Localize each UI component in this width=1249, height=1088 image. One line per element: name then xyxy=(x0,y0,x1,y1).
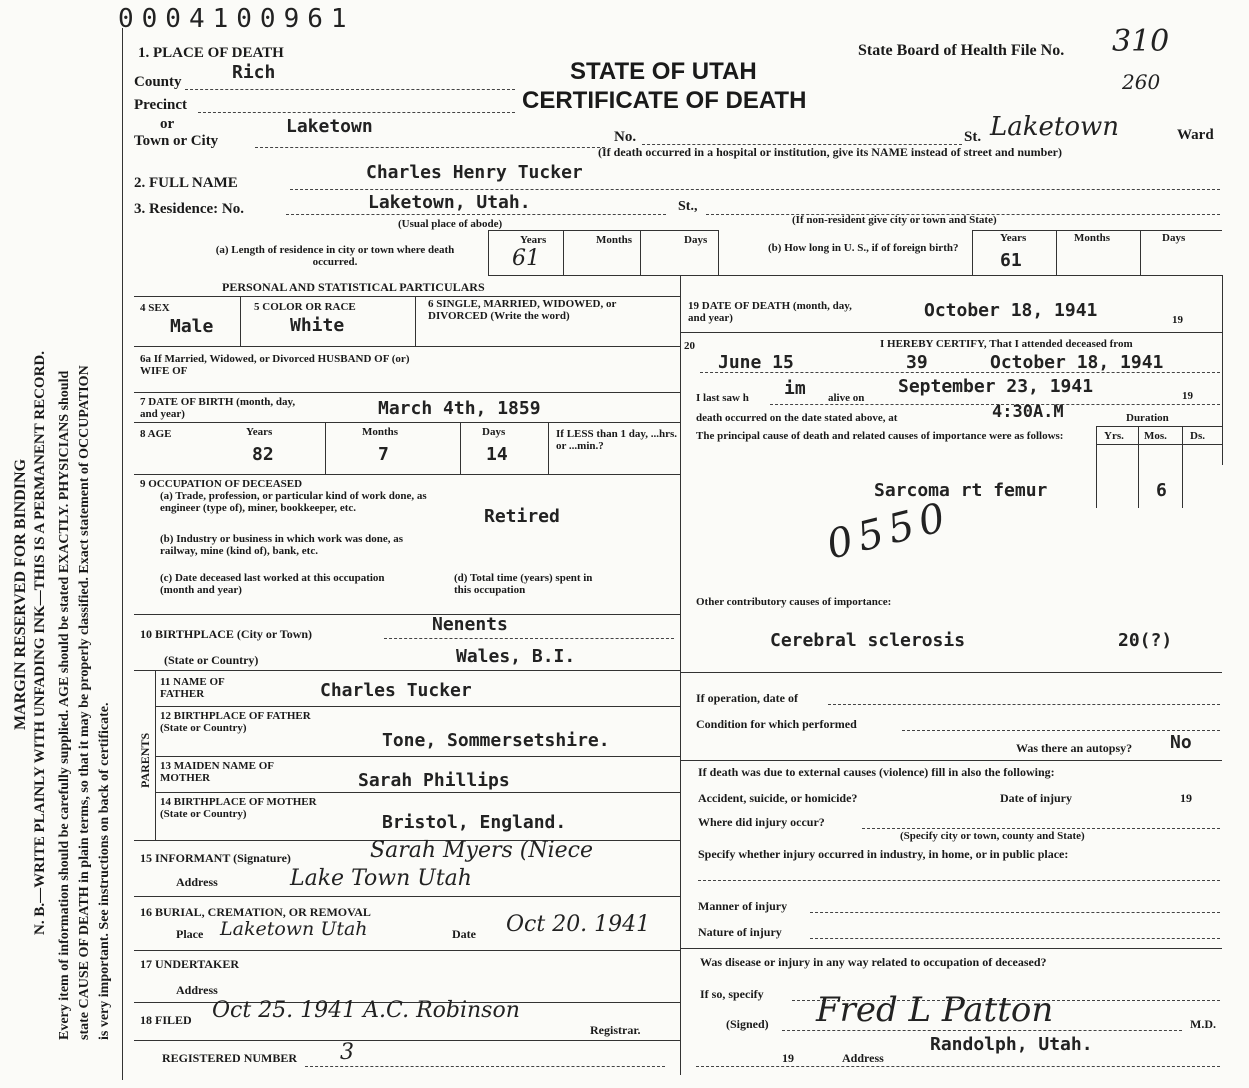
duration-ds-header: Ds. xyxy=(1190,430,1205,442)
full-name-value: Charles Henry Tucker xyxy=(366,162,583,183)
st-label: St. xyxy=(964,129,982,145)
occupation-d-label: (d) Total time (years) spent in this occupation xyxy=(454,572,593,596)
sex-value: Male xyxy=(170,316,214,337)
occupation-a-label: (a) Trade, profession, or particular kind of work done, as engineer (type of), miner, bookkeeper, etc. xyxy=(160,490,427,514)
informant-address-label: Address xyxy=(176,875,218,889)
length-years-header: Years xyxy=(520,234,547,246)
certify-number: 20 xyxy=(684,340,695,352)
institution-note: (If death occurred in a hospital or institution, give its NAME instead of street and number) xyxy=(598,145,1063,159)
cause-label: The principal cause of death and related causes of importance were as follows: xyxy=(696,430,1064,442)
condition-label: Condition for which performed xyxy=(696,717,857,731)
other-cause-duration: 20(?) xyxy=(1118,630,1173,651)
other-causes-label: Other contributory causes of importance: xyxy=(696,596,892,608)
file-number: 310 xyxy=(1112,24,1170,59)
specify-place-label: Specify whether injury occurred in industry, in home, or in public place: xyxy=(698,847,1069,861)
mother-name-label: 13 MAIDEN NAME OF MOTHER xyxy=(160,760,274,784)
operation-label: If operation, date of xyxy=(696,691,798,705)
registrar-label: Registrar. xyxy=(590,1023,641,1037)
us-months-header: Months xyxy=(1074,232,1111,244)
attended-from-year: 39 xyxy=(906,352,928,373)
burial-label: 16 BURIAL, CREMATION, OR REMOVAL xyxy=(140,905,371,919)
marital-label: 6 SINGLE, MARRIED, WIDOWED, or DIVORCED (Write the word) xyxy=(428,298,617,322)
external-causes-label: If death was due to external causes (violence) fill in also the following: xyxy=(698,765,1055,779)
last-saw-date: September 23, 1941 xyxy=(898,376,1094,397)
occupation-value: Retired xyxy=(484,506,560,527)
death-time-value: 4:30A.M xyxy=(992,402,1064,422)
certificate-title: CERTIFICATE OF DEATH xyxy=(522,87,807,114)
ward-label: Ward xyxy=(1177,127,1214,143)
father-birthplace-label: 12 BIRTHPLACE OF FATHER (State or Country) xyxy=(160,710,311,734)
birthplace-city-value: Nenents xyxy=(432,614,508,635)
injury-where-label: Where did injury occur? xyxy=(698,815,825,829)
birthplace-state-label: (State or Country) xyxy=(164,653,259,667)
no-label: No. xyxy=(614,129,637,145)
last-saw-label: I last saw h xyxy=(696,392,749,404)
margin-instructions-1: Every item of information should be carefully supplied. AGE should be stated EXACTLY. PHYSICIANS should xyxy=(57,370,72,1040)
stamp-number: 0004100961 xyxy=(118,4,355,34)
father-name-value: Charles Tucker xyxy=(320,680,472,701)
autopsy-value: No xyxy=(1170,732,1192,753)
occupation-related-label: Was disease or injury in any way related to occupation of deceased? xyxy=(700,955,1047,969)
physician-signature: Fred L Patton xyxy=(816,990,1054,1030)
signature-year-label: 19 xyxy=(782,1051,794,1065)
birthplace-country-value: Wales, B.I. xyxy=(456,646,576,667)
nature-label: Nature of injury xyxy=(698,925,782,939)
death-occurred-label: death occurred on the date stated above, at xyxy=(696,412,898,424)
age-years-value: 82 xyxy=(252,444,274,465)
physician-address: Randolph, Utah. xyxy=(930,1034,1093,1055)
precinct-label: Precinct xyxy=(134,97,188,113)
personal-header: PERSONAL AND STATISTICAL PARTICULARS xyxy=(222,280,485,294)
registered-number-label: REGISTERED NUMBER xyxy=(162,1051,298,1065)
age-months-header: Months xyxy=(362,426,399,438)
accident-label: Accident, suicide, or homicide? xyxy=(698,791,858,805)
filed-value: Oct 25. 1941 A.C. Robinson xyxy=(212,998,520,1023)
color-value: White xyxy=(290,315,345,336)
residence-value: Laketown, Utah. xyxy=(368,192,531,213)
informant-label: 15 INFORMANT (Signature) xyxy=(140,851,291,865)
residence-st-label: St., xyxy=(678,199,698,214)
last-saw-year-label: 19 xyxy=(1182,390,1193,402)
length-residence-label: (a) Length of residence in city or town where death occurred. xyxy=(215,244,455,268)
sex-label: 4 SEX xyxy=(140,302,170,314)
town-value: Laketown xyxy=(286,116,373,137)
state-heading: STATE OF UTAH xyxy=(570,58,757,85)
nonresident-note: (If non-resident give city or town and State) xyxy=(792,214,997,226)
occupation-c-label: (c) Date deceased last worked at this occupation (month and year) xyxy=(160,572,385,596)
st-value: Laketown xyxy=(990,112,1120,142)
occupation-label: 9 OCCUPATION OF DECEASED xyxy=(140,478,303,490)
burial-place-value: Laketown Utah xyxy=(220,918,368,940)
cause-code: 0550 xyxy=(822,493,956,569)
age-days-value: 14 xyxy=(486,444,508,465)
us-years-value: 61 xyxy=(1000,250,1022,271)
undertaker-label: 17 UNDERTAKER xyxy=(140,957,240,971)
date-of-death-label: 19 DATE OF DEATH (month, day, and year) xyxy=(688,300,852,324)
file-number-label: State Board of Health File No. xyxy=(858,42,1065,59)
length-days-header: Days xyxy=(684,234,708,246)
length-years-value: 61 xyxy=(512,246,540,271)
burial-date-value: Oct 20. 1941 xyxy=(506,912,651,937)
less-than-day-label: If LESS than 1 day, ...hrs. or ...min.? xyxy=(556,428,678,452)
burial-place-label: Place xyxy=(176,927,204,941)
county-value: Rich xyxy=(232,62,276,83)
certify-label: I HEREBY CERTIFY, That I attended deceased from xyxy=(880,338,1133,350)
usual-abode-label: (Usual place of abode) xyxy=(398,218,503,230)
length-months-header: Months xyxy=(596,234,633,246)
dod-year-label: 19 xyxy=(1172,314,1183,326)
duration-yrs-header: Yrs. xyxy=(1104,430,1124,442)
us-days-header: Days xyxy=(1162,232,1186,244)
manner-label: Manner of injury xyxy=(698,899,788,913)
other-cause-value: Cerebral sclerosis xyxy=(770,630,966,651)
duration-mos-header: Mos. xyxy=(1144,430,1167,442)
spouse-label: 6a If Married, Widowed, or Divorced HUSBAND OF (or) WIFE OF xyxy=(140,353,410,377)
county-label: County xyxy=(134,74,182,90)
father-name-label: 11 NAME OF FATHER xyxy=(160,676,225,700)
informant-address: Lake Town Utah xyxy=(290,866,472,891)
informant-signature: Sarah Myers (Niece xyxy=(370,838,593,863)
mother-birthplace-label: 14 BIRTHPLACE OF MOTHER (State or Country) xyxy=(160,796,317,820)
attended-to-value: October 18, 1941 xyxy=(990,352,1164,373)
father-birthplace-value: Tone, Sommersetshire. xyxy=(382,730,610,751)
age-label: 8 AGE xyxy=(140,428,172,440)
margin-instructions-2: state CAUSE OF DEATH in plain terms, so that it may be properly classified. Exact statement of OCCUPATION xyxy=(77,365,92,1040)
date-of-death-value: October 18, 1941 xyxy=(924,300,1098,321)
injury-date-label: Date of injury xyxy=(1000,791,1072,805)
mother-name-value: Sarah Phillips xyxy=(358,770,510,791)
age-days-header: Days xyxy=(482,426,506,438)
md-label: M.D. xyxy=(1190,1017,1216,1031)
if-so-label: If so, specify xyxy=(700,987,764,1001)
us-residence-label: (b) How long in U. S., if of foreign birth? xyxy=(768,242,959,254)
signed-label: (Signed) xyxy=(726,1017,769,1031)
filed-label: 18 FILED xyxy=(140,1013,192,1027)
age-months-value: 7 xyxy=(378,444,389,465)
dob-value: March 4th, 1859 xyxy=(378,398,541,419)
color-label: 5 COLOR OR RACE xyxy=(254,301,356,313)
autopsy-label: Was there an autopsy? xyxy=(1016,741,1133,755)
undertaker-address-label: Address xyxy=(176,983,218,997)
full-name-label: 2. FULL NAME xyxy=(134,175,238,191)
form-left-border xyxy=(122,28,123,1080)
parents-label: PARENTS xyxy=(138,732,152,788)
margin-ink-note: N. B.—WRITE PLAINLY WITH UNFADING INK—THIS IS A PERMANENT RECORD. xyxy=(32,351,48,935)
birthplace-label: 10 BIRTHPLACE (City or Town) xyxy=(140,627,313,641)
dob-label: 7 DATE OF BIRTH (month, day, and year) xyxy=(140,396,296,420)
margin-binding-note: MARGIN RESERVED FOR BINDING xyxy=(12,458,29,730)
specify-city-label: (Specify city or town, county and State) xyxy=(900,830,1085,842)
registered-number-value: 3 xyxy=(340,1040,354,1065)
file-number-secondary: 260 xyxy=(1122,70,1161,94)
last-saw-him: im xyxy=(784,378,806,399)
place-of-death-label: 1. PLACE OF DEATH xyxy=(138,45,284,61)
injury-year-label: 19 xyxy=(1180,791,1192,805)
attended-from-value: June 15 xyxy=(718,352,794,373)
occupation-b-label: (b) Industry or business in which work was done, as railway, mine (kind of), bank, etc. xyxy=(160,533,404,557)
town-label: Town or City xyxy=(134,133,219,149)
principal-cause-months: 6 xyxy=(1156,480,1167,501)
principal-cause-value: Sarcoma rt femur xyxy=(874,480,1048,501)
or-label: or xyxy=(160,116,175,132)
us-years-header: Years xyxy=(1000,232,1027,244)
age-years-header: Years xyxy=(246,426,273,438)
alive-on-label: alive on xyxy=(828,392,865,404)
margin-instructions-3: is very important. See instructions on back of certificate. xyxy=(97,702,112,1040)
mother-birthplace-value: Bristol, England. xyxy=(382,812,567,833)
burial-date-label: Date xyxy=(452,927,476,941)
residence-label: 3. Residence: No. xyxy=(134,201,244,217)
physician-address-label: Address xyxy=(842,1051,884,1065)
duration-header: Duration xyxy=(1126,412,1169,424)
form-right-border xyxy=(1222,275,1223,465)
